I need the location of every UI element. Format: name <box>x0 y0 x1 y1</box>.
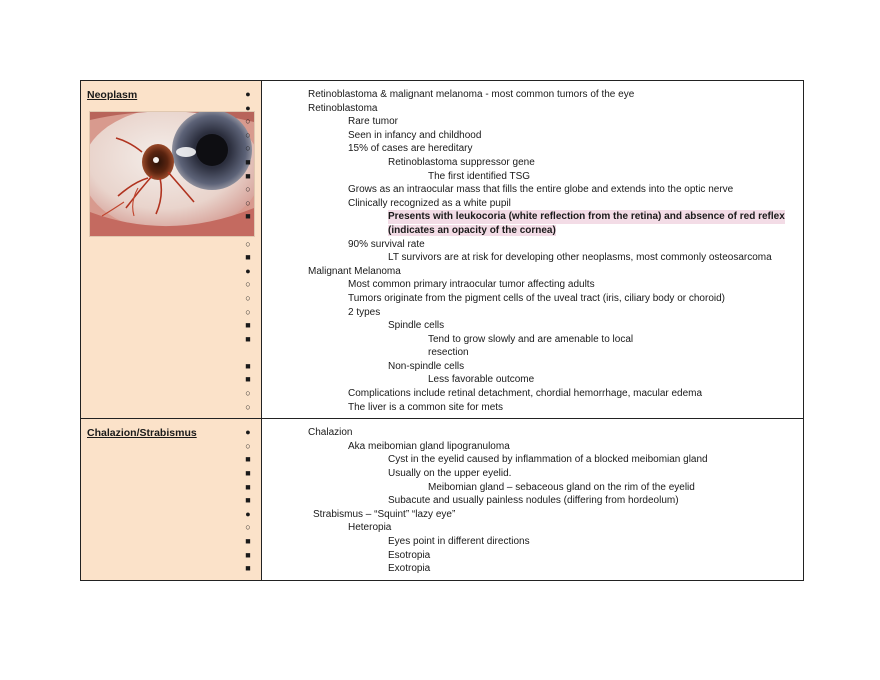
list-item <box>245 549 797 563</box>
list-item-text: Spindle cells <box>388 320 445 332</box>
list-item <box>245 521 797 535</box>
list-item <box>245 467 797 481</box>
bullet-marker: ■ <box>245 333 251 344</box>
bullet-marker: ■ <box>245 468 251 479</box>
notes-cell <box>245 419 804 581</box>
bullet-list <box>245 81 803 418</box>
list-item-text: Retinoblastoma & malignant melanoma - most common tumors of the eye <box>308 89 635 100</box>
list-item <box>245 426 797 440</box>
bullet-marker: ○ <box>245 129 251 140</box>
bullet-marker: ● <box>245 89 251 99</box>
bullet-marker: ● <box>245 265 251 276</box>
bullet-marker: ■ <box>245 374 251 385</box>
list-item-text: 2 types <box>348 306 381 318</box>
bullet-marker: ○ <box>245 401 251 412</box>
list-item-text: Clinically recognized as a white pupil <box>348 197 511 209</box>
list-item-text: Tumors originate from the pigment cells of the uveal tract (iris, ciliary body or choroid) <box>348 292 725 304</box>
list-item <box>245 373 797 387</box>
list-item <box>245 183 797 197</box>
list-item-text: Malignant Melanoma <box>308 265 401 277</box>
list-item-text: Eyes point in different directions <box>388 536 530 547</box>
list-item <box>245 440 797 454</box>
list-item <box>245 292 797 306</box>
bullet-marker: ■ <box>245 549 251 560</box>
table-row <box>81 419 804 581</box>
bullet-marker: ○ <box>245 522 251 533</box>
list-item-text: Subacute and usually painless nodules (differing from hordeolum) <box>388 495 679 507</box>
topic-title: Neoplasm <box>87 89 138 101</box>
list-item-text: The liver is a common site for mets <box>348 401 504 413</box>
bullet-marker: ■ <box>245 252 251 263</box>
list-item-text: Heteropia <box>348 522 392 534</box>
list-item-text: 15% of cases are hereditary <box>348 143 473 155</box>
list-item <box>245 129 797 143</box>
bullet-marker: ○ <box>245 197 251 208</box>
list-item <box>245 319 797 333</box>
bullet-marker: ○ <box>245 143 251 154</box>
list-item-text: LT survivors are at risk for developing other neoplasms, most commonly osteosarcoma <box>388 252 772 264</box>
bullet-marker: ○ <box>245 306 251 317</box>
list-item-text: Chalazion <box>308 427 353 439</box>
list-item-text: Rare tumor <box>348 116 399 128</box>
notes-table <box>80 80 804 581</box>
list-item-text: 90% survival rate <box>348 238 425 250</box>
notes-cell <box>245 81 804 419</box>
bullet-marker: ○ <box>245 292 251 303</box>
list-item <box>245 360 797 374</box>
list-item <box>245 210 797 224</box>
list-item <box>245 481 797 495</box>
list-item <box>245 156 797 170</box>
list-item <box>245 251 797 265</box>
list-item-text: Meibomian gland – sebaceous gland on the rim of the eyelid <box>428 481 695 493</box>
list-item <box>245 278 797 292</box>
list-item <box>245 401 797 415</box>
bullet-marker: ■ <box>245 536 251 546</box>
bullet-marker: ■ <box>245 156 251 167</box>
list-item <box>245 142 797 156</box>
list-item <box>245 535 797 549</box>
table-row <box>81 81 804 419</box>
list-item <box>245 88 797 102</box>
list-item-text: The first identified TSG <box>428 170 531 182</box>
list-item <box>245 115 797 129</box>
list-item-text: Tend to grow slowly and are amenable to local <box>428 333 634 345</box>
list-item <box>245 238 797 252</box>
bullet-marker: ● <box>245 427 251 438</box>
list-item <box>245 333 797 347</box>
list-item-text: Retinoblastoma <box>308 102 378 114</box>
bullet-marker: ● <box>245 508 251 519</box>
list-item-text: Esotropia <box>388 549 431 561</box>
topic-cell <box>81 419 262 581</box>
bullet-marker: ■ <box>245 454 251 465</box>
topic-title: Chalazion/Strabismus <box>87 427 197 440</box>
list-item-text: Usually on the upper eyelid. <box>388 468 512 480</box>
bullet-marker: ● <box>245 102 251 113</box>
list-item-text: Seen in infancy and childhood <box>348 129 482 141</box>
bullet-marker: ■ <box>245 495 251 506</box>
bullet-marker: ○ <box>245 238 251 249</box>
list-item-text: Complications include retinal detachment, chordial hemorrhage, macular edema <box>348 388 703 400</box>
list-item-text: Aka meibomian gland lipogranuloma <box>348 440 510 452</box>
bullet-marker: ■ <box>245 320 251 331</box>
list-item <box>245 387 797 401</box>
topic-cell <box>81 81 262 419</box>
list-item-text: Non-spindle cells <box>388 360 465 372</box>
bullet-list <box>245 419 803 580</box>
list-item <box>262 346 797 360</box>
list-item-text: Grows as an intraocular mass that fills the entire globe and extends into the optic nerve <box>348 184 734 196</box>
list-item <box>245 170 797 184</box>
list-item <box>245 453 797 467</box>
list-item-text: Strabismus – “Squint” “lazy eye” <box>313 508 456 520</box>
bullet-marker: ○ <box>245 279 251 290</box>
list-item-text: Presents with leukocoria (white reflection from the retina) and absence of red reflex <box>388 211 785 223</box>
list-item-text: (indicates an opacity of the cornea) <box>388 224 556 236</box>
list-item <box>262 224 797 238</box>
list-item-text: Exotropia <box>388 563 431 575</box>
list-item <box>245 265 797 279</box>
list-item <box>245 197 797 211</box>
bullet-marker: ○ <box>245 388 251 399</box>
eye-tumor-photo <box>89 111 255 237</box>
list-item-text: Retinoblastoma suppressor gene <box>388 156 535 168</box>
list-item <box>245 306 797 320</box>
list-item <box>245 102 797 116</box>
bullet-marker: ■ <box>245 211 251 222</box>
bullet-marker: ■ <box>245 481 251 492</box>
bullet-marker: ■ <box>245 563 251 574</box>
bullet-marker: ○ <box>245 440 251 451</box>
bullet-marker: ○ <box>245 184 251 195</box>
list-item <box>245 494 797 508</box>
list-item-text: Less favorable outcome <box>428 374 535 386</box>
list-item <box>245 508 797 522</box>
list-item-text: Most common primary intraocular tumor affecting adults <box>348 279 595 291</box>
bullet-marker: ○ <box>245 116 251 127</box>
list-item-text: Cyst in the eyelid caused by inflammation of a blocked meibomian gland <box>388 454 708 466</box>
bullet-marker: ■ <box>245 360 251 371</box>
list-item-text: resection <box>428 347 469 359</box>
bullet-marker: ■ <box>245 170 251 181</box>
list-item <box>245 562 797 576</box>
